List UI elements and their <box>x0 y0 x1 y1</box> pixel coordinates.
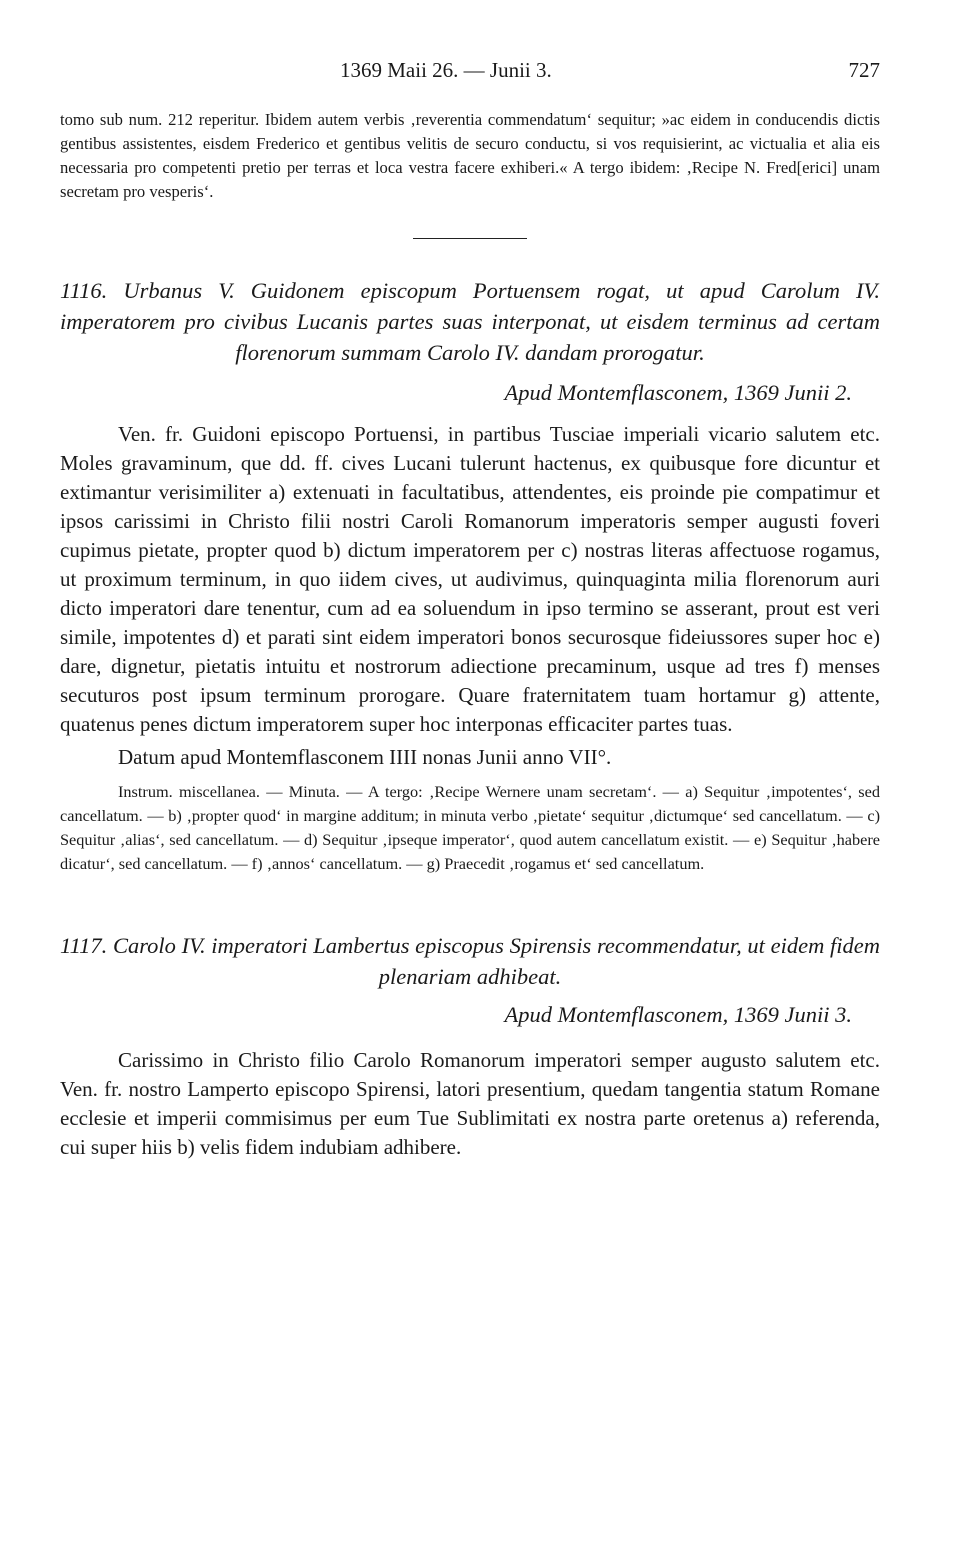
document-1116-number: 1116. <box>60 278 108 303</box>
previous-document-tail: tomo sub num. 212 reperitur. Ibidem autem verbis ‚reverentia commendatum‘ sequitur; »ac eidem in conducendis dictis gentibus assistentes, eisdem Frederico et gentibus velitis de securo conductu, si vos requisierint, ac victualia et alia eis necessaria pro competenti pretio per terras et loca vestra facere exhiberi.« A tergo ibidem: ‚Recipe N. Fred[erici] unam secretam pro vesperis‘. <box>60 110 880 201</box>
running-head <box>60 58 880 94</box>
document-1116-place-date: Apud Montemflasconem, 1369 Junii 2. <box>504 380 852 405</box>
document-1116-summary: Urbanus V. Guidonem episcopum Portuensem rogat, ut apud Carolum IV. imperatorem pro civibus Lucanis partes suas interponat, ut eisdem terminus ad certam florenorum summam Carolo IV. dandam prorogatur. <box>60 278 880 365</box>
spacer <box>60 876 880 930</box>
document-1116-notes-text: Instrum. miscellanea. — Minuta. — A tergo: ‚Recipe Wernere unam secretam‘. — a) Sequitur ‚impotentes‘, sed cancellatum. — b) ‚propter quod‘ in margine additum; in minuta verbo ‚pietate‘ sequitur ‚dictumque‘ sed cancellatum. — c) Sequitur ‚alias‘, sed cancellatum. — d) Sequitur ‚ipseque imperator‘, quod autem cancellatum existit. — e) Sequitur ‚habere dicatur‘, sed cancellatum. — f) ‚annos‘ cancellatum. — g) Praecedit ‚rogamus et‘ sed cancellatum. <box>60 782 880 873</box>
document-1116-datum: Datum apud Montemflasconem IIII nonas Junii anno VII°. <box>118 745 612 769</box>
document-page <box>60 58 880 1162</box>
running-head-date: 1369 Maii 26. — Junii 3. <box>340 58 552 82</box>
document-1117-heading <box>60 930 880 992</box>
document-1117-place-date: Apud Montemflasconem, 1369 Junii 3. <box>504 1002 852 1027</box>
document-1116-heading <box>60 275 880 368</box>
document-1116-notes <box>60 780 880 876</box>
document-1117-number: 1117. <box>60 933 108 958</box>
document-1117-body: Carissimo in Christo filio Carolo Romanorum imperatori semper augusto salutem etc. Ven. fr. nostro Lamperto episcopo Spirensi, latori presentium, quedam tangentia statum Romane ecclesie et imperii commisimus per eum Tue Sublimitati ex nostra parte oretenus a) referenda, cui super hiis b) velis fidem indubiam adhibere. <box>60 1048 880 1159</box>
document-1117-summary: Carolo IV. imperatori Lambertus episcopus Spirensis recommendatur, ut eidem fidem plenariam adhibeat. <box>113 933 881 989</box>
page-number: 727 <box>848 58 880 82</box>
document-1116-body: Ven. fr. Guidoni episcopo Portuensi, in partibus Tusciae imperiali vicario salutem etc. Moles gravaminum, que dd. ff. cives Lucani tulerunt hactenus, ex quibusque fore dicuntur et extimantur verisimiliter a) extenuati in facultatibus, attendentes, eis proinde pie compatimur et ipsos carissimi in Christo filii nostri Caroli Romanorum imperatoris semper augusti foveri cupimus pietate, propter quod b) dictum imperatorem per c) nostras literas affectuose rogamus, ut proximum terminum, in quo iidem cives, ut audivimus, quinquaginta milia florenorum auri dicto imperatori dare tenentur, cum ad ea soluendum in ipso termino se asserant, prout est veri simile, impotentes d) et parati sint eidem imperatori bonos securosque fideiussores super hoc e) dare, dignetur, pietatis intuitu et nostrorum adiectione precaminum, usque ad tres f) menses secuturos post ipsum terminum prorogare. Quare fraternitatem tuam hortamur g) attente, quatenus penes dictum imperatorem super hoc interponas efficaciter partes tuas. <box>60 422 880 736</box>
section-divider <box>413 238 527 239</box>
